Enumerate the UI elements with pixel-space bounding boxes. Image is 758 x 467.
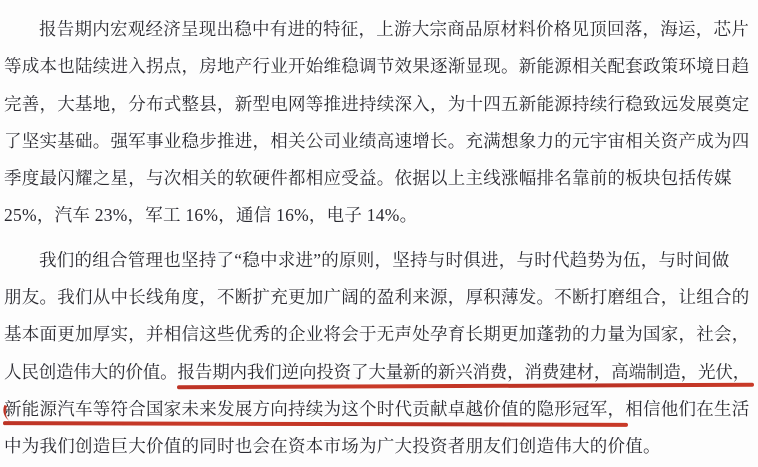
red-underlined-segment: 报告期内我们逆向投资了大量新的新兴消费，消费建材，高端制造，光伏， — [177, 361, 751, 382]
text-line: 报告期内宏观经济呈现出稳中有进的特征，上游大宗商品原材料价格见顶回落，海运，芯片 — [39, 19, 749, 39]
text-line-with-annotation — [4, 354, 754, 391]
text-line: 中为我们创造巨大价值的同时也会在资本市场为广大投资者朋友们创造伟大的价值。 — [4, 436, 661, 457]
paragraph-portfolio-management — [4, 242, 754, 466]
red-underlined-segment: 新能源汽车等符合国家未来发展方向持续为这个时代贡献卓越价值的隐形冠军， — [4, 399, 625, 419]
text-line: 了坚实基础。强军事业稳步推进，相关公司业绩高速增长。充满想象力的元宇宙相关资产成为四 — [4, 130, 750, 151]
text-line: 完善，大基地，分布式整县，新型电网等推进持续深入，为十四五新能源持续行稳致远发展奠定 — [4, 93, 750, 114]
text-line-with-annotation — [4, 391, 754, 428]
text-line: 基本面更加厚实，并相信这些优秀的企业将会于无声处孕育长期更加蓬勃的力量为国家，社会， — [4, 324, 750, 345]
paragraph-macro-economy — [4, 11, 754, 235]
text-line: 等成本也陆续进入拐点，房地产行业开始维稳调节效果逐渐显现。新能源相关配套政策环境日趋 — [4, 56, 750, 77]
text-line: 季度最闪耀之星，与次相关的软硬件都相应受益。依据以上主线涨幅排名靠前的板块包括传媒 — [4, 168, 732, 189]
text-line: 我们的组合管理也坚持了“稳中求进”的原则，坚持与时俱进，与时代趋势为伍，与时间做 — [39, 249, 730, 270]
text-segment: 相信他们在生活 — [625, 398, 750, 419]
underline-hook-mark — [0, 405, 22, 425]
text-line: 朋友。我们从中长线角度，不断扩充更加广阔的盈利来源，厚积薄发。不断打磨组合，让组合的 — [4, 287, 750, 308]
text-segment: 人民创造伟大的价值。 — [4, 361, 178, 382]
text-line-sector-gains: 25%，汽车 23%，军工 16%，通信 16%，电子 14%。 — [4, 205, 418, 226]
